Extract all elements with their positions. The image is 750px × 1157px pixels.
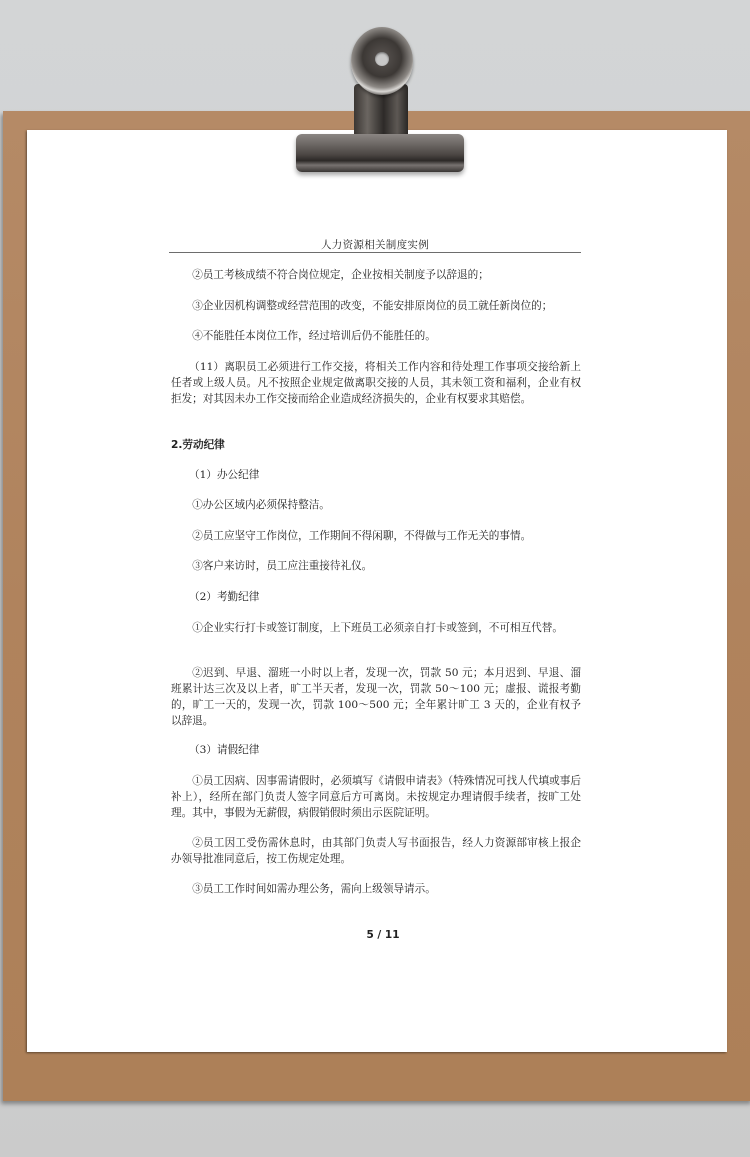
subsection-heading: （3）请假纪律 xyxy=(189,744,260,756)
paragraph: ③客户来访时，员工应注重接待礼仪。 xyxy=(192,560,373,572)
paragraph: ②员工应坚守工作岗位，工作期间不得闲聊，不得做与工作无关的事情。 xyxy=(192,530,532,542)
paragraph: ③企业因机构调整或经营范围的改变，不能安排原岗位的员工就任新岗位的； xyxy=(192,300,553,312)
paragraph: ①员工因病、因事需请假时，必须填写《请假申请表》（特殊情况可找人代填或事后补上），经所在部门负责人签字同意后方可离岗。未按规定办理请假手续者，按旷工处理。其中，事假为无薪假，病假销假时须出示医院证明。 xyxy=(171,775,581,819)
header-divider xyxy=(169,252,581,253)
page-number: 5 / 11 xyxy=(366,929,400,941)
subsection-heading: （2）考勤纪律 xyxy=(189,591,260,603)
clip-ring xyxy=(351,27,413,95)
paragraph: ④不能胜任本岗位工作，经过培训后仍不能胜任的。 xyxy=(192,330,436,342)
clip-base xyxy=(296,134,464,172)
clip-hole xyxy=(375,52,389,66)
paragraph: ②员工考核成绩不符合岗位规定，企业按相关制度予以辞退的； xyxy=(192,269,489,281)
paragraph: ①企业实行打卡或签订制度，上下班员工必须亲自打卡或签到，不可相互代替。 xyxy=(192,622,563,634)
paragraph: ②迟到、早退、溜班一小时以上者，发现一次，罚款 50 元；本月迟到、早退、溜班累计达三次及以上者，旷工半天者，发现一次，罚款 50～100 元；虚报、谎报考勤的，旷工一天的，发现一次，罚款 100～500 元；全年累计旷工 3 天的，企业有权予以辞退。 xyxy=(171,667,581,727)
paragraph: ③员工工作时间如需办理公务，需向上级领导请示。 xyxy=(192,883,436,895)
paragraph: ②员工因工受伤需休息时，由其部门负责人写书面报告，经人力资源部审核上报企办领导批准同意后，按工伤规定处理。 xyxy=(171,837,581,865)
paragraph: （11）离职员工必须进行工作交接，将相关工作内容和待处理工作事项交接给新上任者或上级人员。凡不按照企业规定做离职交接的人员，其未领工资和福利，企业有权拒发；对其因未办工作交接而给企业造成经济损失的，企业有权要求其赔偿。 xyxy=(171,361,581,405)
subsection-heading: （1）办公纪律 xyxy=(189,469,260,481)
paragraph: ①办公区域内必须保持整洁。 xyxy=(192,499,330,511)
binder-clip-icon xyxy=(296,24,466,172)
section-heading: 2.劳动纪律 xyxy=(171,439,225,451)
running-header: 人力资源相关制度实例 xyxy=(321,239,429,251)
